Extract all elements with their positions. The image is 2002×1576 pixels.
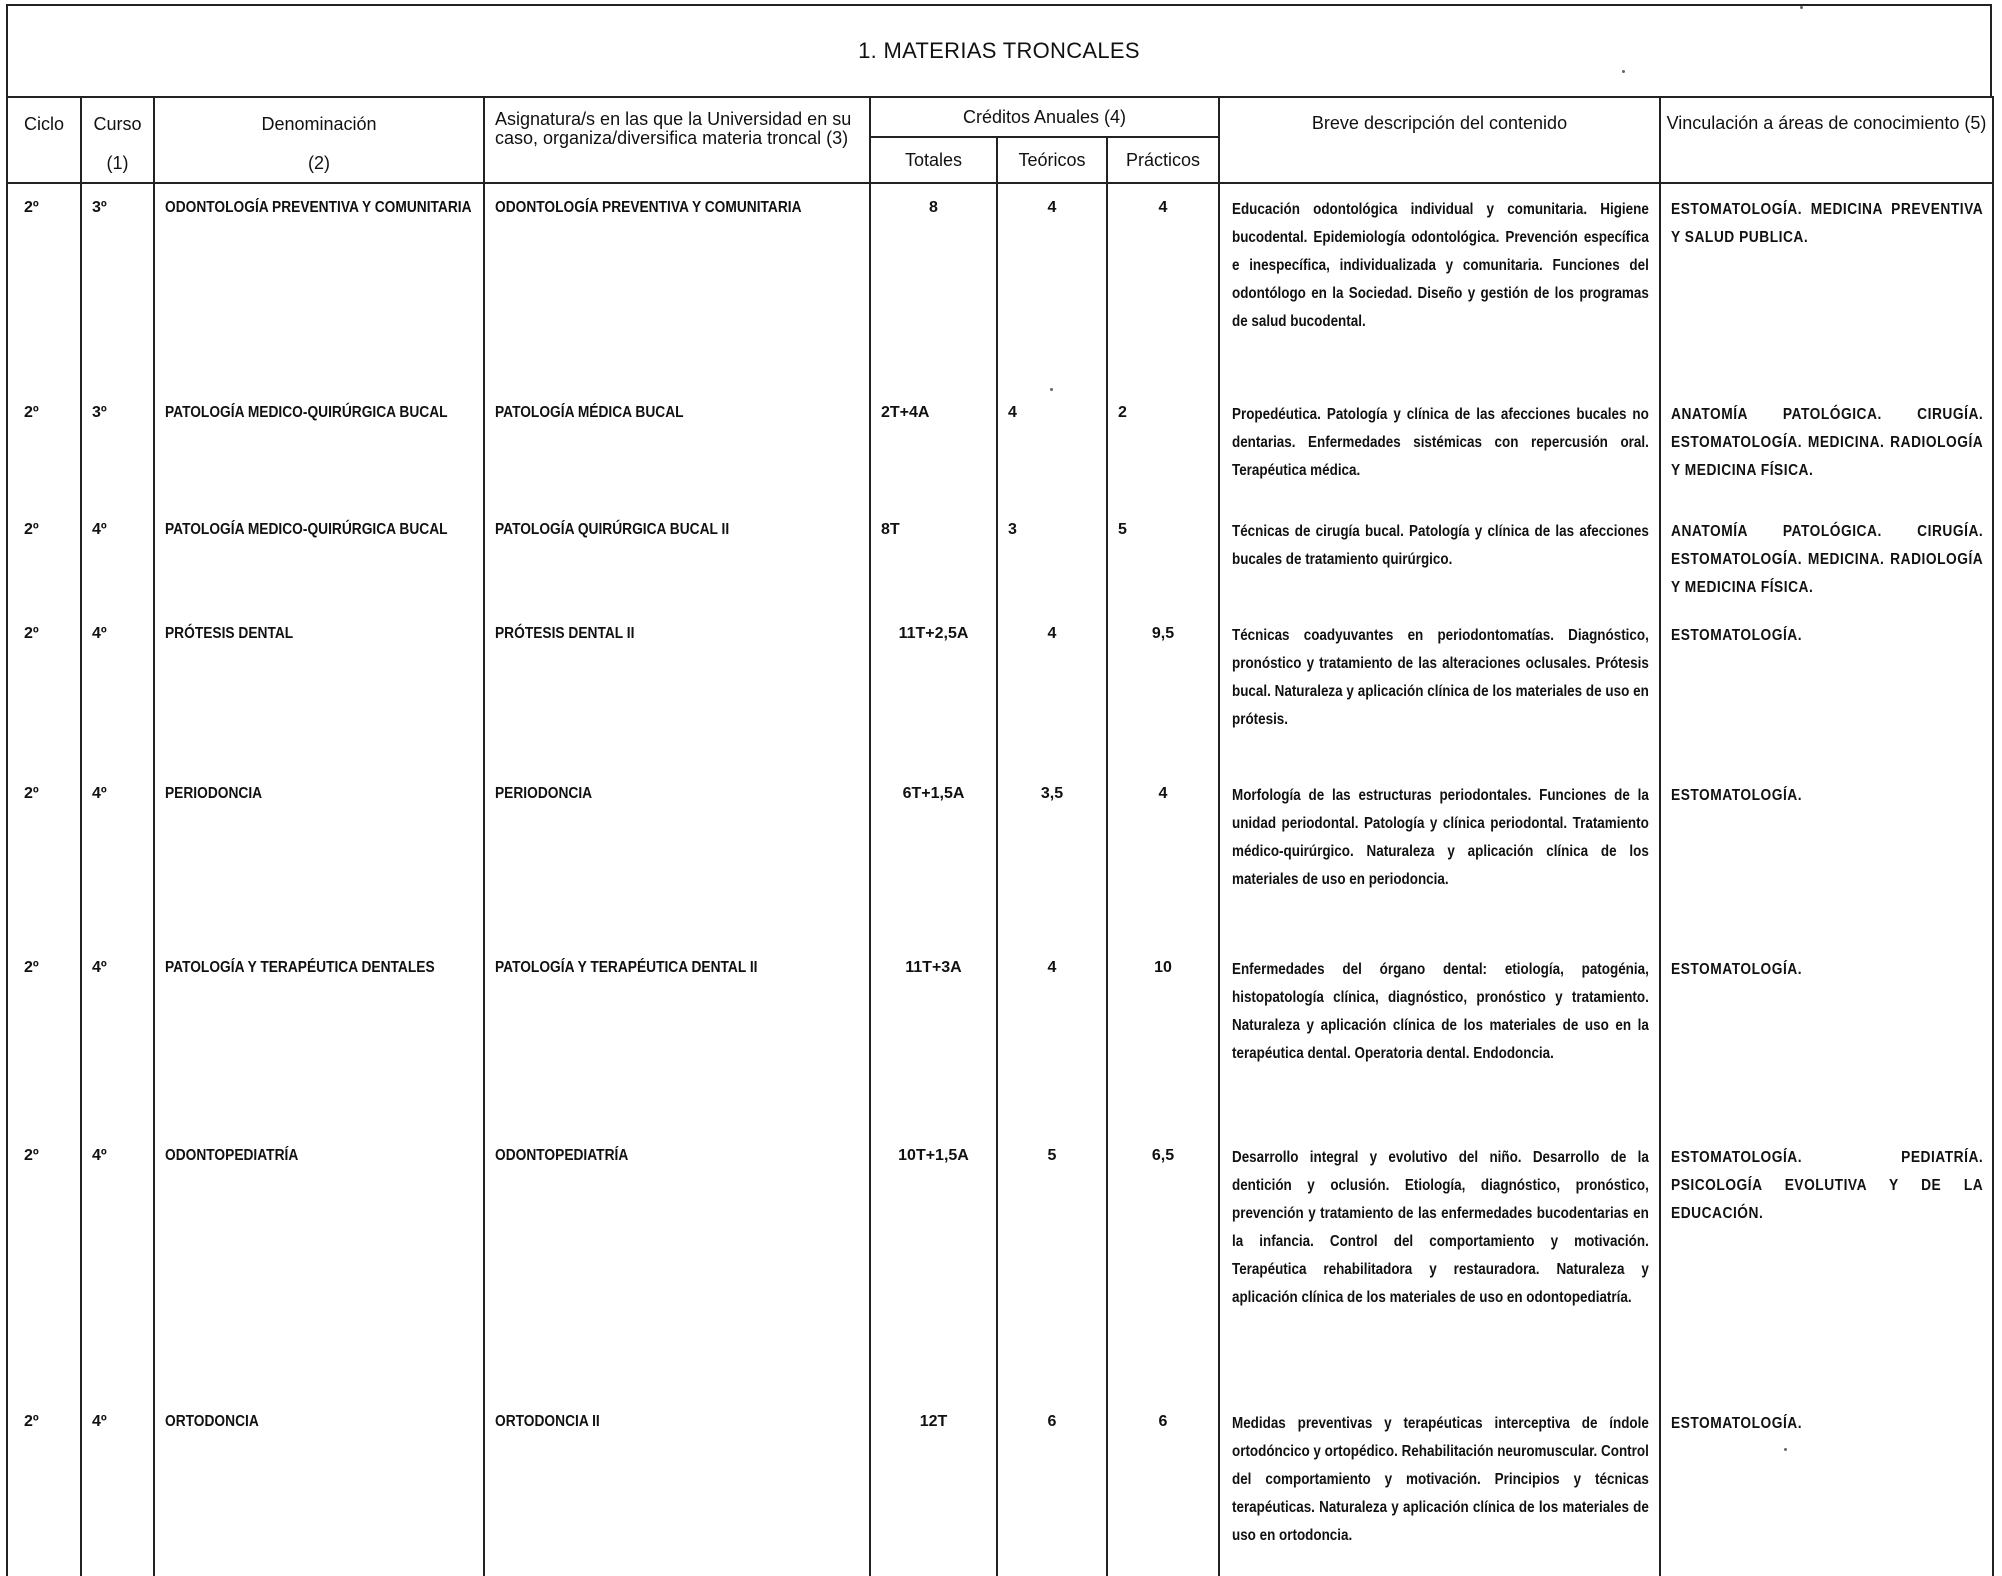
ciclo-value: 2º (24, 1413, 39, 1430)
totales-value: 11T+2,5A (898, 625, 969, 642)
curso-value: 3º (92, 404, 107, 421)
cell-curso (81, 183, 154, 389)
header-creditos: Créditos Anuales (4) (870, 97, 1219, 137)
cell-teoricos (997, 610, 1107, 770)
cell-denominacion (154, 1132, 484, 1398)
cell-ciclo (7, 506, 81, 610)
table-title: 1. MATERIAS TRONCALES (6, 4, 1992, 96)
header-curso-note: (1) (106, 153, 129, 173)
header-denominacion-label: Denominación (261, 114, 377, 134)
teoricos-value: 4 (1047, 199, 1057, 216)
cell-ciclo (7, 389, 81, 506)
cell-vinculacion (1660, 1398, 1993, 1576)
cell-totales (870, 506, 997, 610)
cell-practicos (1107, 944, 1219, 1132)
totales-value: 6T+1,5A (902, 785, 965, 802)
cell-descripcion (1219, 1398, 1660, 1576)
vinculacion-value: ESTOMATOLOGÍA. (1671, 1415, 1803, 1432)
cell-denominacion (154, 389, 484, 506)
cell-descripcion (1219, 183, 1660, 389)
cell-vinculacion (1660, 183, 1993, 389)
teoricos-value: 4 (1047, 959, 1057, 976)
practicos-value: 10 (1154, 959, 1172, 976)
totales-value: 8 (929, 199, 938, 216)
cell-ciclo (7, 183, 81, 389)
denominacion-value: PATOLOGÍA MEDICO-QUIRÚRGICA BUCAL (165, 404, 448, 421)
vinculacion-value: ESTOMATOLOGÍA. (1671, 787, 1803, 804)
table-row (7, 183, 1993, 389)
cell-teoricos (997, 770, 1107, 944)
descripcion-value: Técnicas coadyuvantes en periodontomatías. Diagnóstico, pronóstico y tratamiento de las alteraciones oclusales. Prótesis bucal. Naturaleza y aplicación clínica de los materiales de uso en prótesis. (1232, 627, 1649, 728)
cell-curso (81, 1132, 154, 1398)
ciclo-value: 2º (24, 199, 39, 216)
asignatura-value: PATOLOGÍA MÉDICA BUCAL (495, 404, 684, 421)
cell-descripcion (1219, 1132, 1660, 1398)
scan-speck (1050, 388, 1053, 391)
ciclo-value: 2º (24, 785, 39, 802)
cell-denominacion (154, 610, 484, 770)
cell-teoricos (997, 944, 1107, 1132)
cell-teoricos (997, 1132, 1107, 1398)
practicos-value: 6,5 (1151, 1147, 1175, 1164)
cell-teoricos (997, 506, 1107, 610)
practicos-value: 5 (1118, 521, 1127, 538)
cell-ciclo (7, 1398, 81, 1576)
cell-denominacion (154, 506, 484, 610)
cell-vinculacion (1660, 1132, 1993, 1398)
ciclo-value: 2º (24, 959, 39, 976)
teoricos-value: 6 (1047, 1413, 1057, 1430)
cell-curso (81, 770, 154, 944)
cell-practicos (1107, 1132, 1219, 1398)
vinculacion-value: ANATOMÍA PATOLÓGICA. CIRUGÍA. ESTOMATOLOGÍA. MEDICINA. RADIOLOGÍA Y MEDICINA FÍSICA. (1671, 406, 1984, 479)
cell-totales (870, 1132, 997, 1398)
totales-value: 2T+4A (881, 404, 930, 421)
cell-ciclo (7, 944, 81, 1132)
teoricos-value: 3,5 (1040, 785, 1064, 802)
curso-value: 4º (92, 785, 107, 802)
table-row (7, 1132, 1993, 1398)
cell-practicos (1107, 770, 1219, 944)
cell-curso (81, 506, 154, 610)
cell-vinculacion (1660, 389, 1993, 506)
cell-denominacion (154, 1398, 484, 1576)
teoricos-value: 4 (1008, 404, 1017, 421)
teoricos-value: 3 (1008, 521, 1017, 538)
materias-table (6, 96, 1994, 1576)
totales-value: 8T (881, 521, 900, 538)
teoricos-value: 4 (1047, 625, 1057, 642)
cell-practicos (1107, 389, 1219, 506)
curso-value: 4º (92, 521, 107, 538)
curso-value: 4º (92, 625, 107, 642)
asignatura-value: PERIODONCIA (495, 785, 593, 802)
denominacion-value: ODONTOPEDIATRÍA (165, 1147, 299, 1164)
cell-practicos (1107, 610, 1219, 770)
cell-totales (870, 389, 997, 506)
cell-vinculacion (1660, 610, 1993, 770)
asignatura-value: ODONTOPEDIATRÍA (495, 1147, 629, 1164)
cell-curso (81, 1398, 154, 1576)
descripcion-value: Técnicas de cirugía bucal. Patología y clínica de las afecciones bucales de tratamiento quirúrgico. (1232, 523, 1649, 568)
cell-asignatura (484, 770, 870, 944)
header-teoricos: Teóricos (997, 137, 1107, 183)
cell-curso (81, 389, 154, 506)
cell-totales (870, 183, 997, 389)
header-descripcion: Breve descripción del contenido (1219, 97, 1660, 183)
cell-descripcion (1219, 944, 1660, 1132)
curso-value: 4º (92, 959, 107, 976)
table-row (7, 389, 1993, 506)
cell-asignatura (484, 506, 870, 610)
cell-denominacion (154, 944, 484, 1132)
scan-speck (1800, 6, 1803, 9)
cell-totales (870, 944, 997, 1132)
cell-descripcion (1219, 389, 1660, 506)
vinculacion-value: ESTOMATOLOGÍA. (1671, 627, 1803, 644)
header-ciclo (7, 97, 81, 183)
vinculacion-value: ESTOMATOLOGÍA. PEDIATRÍA. PSICOLOGÍA EVOLUTIVA Y DE LA EDUCACIÓN. (1671, 1149, 1984, 1222)
asignatura-value: PATOLOGÍA QUIRÚRGICA BUCAL II (495, 521, 730, 538)
ciclo-value: 2º (24, 625, 39, 642)
descripcion-value: Desarrollo integral y evolutivo del niño. Desarrollo de la dentición y oclusión. Etiología, diagnóstico, pronóstico, prevención y tratamiento de las enfermedades bucodentarias en la infancia. Control del comportamiento y motivación. Terapéutica rehabilitadora y restauradora. Naturaleza y aplicación clínica de los materiales de uso en odontopediatría. (1232, 1149, 1649, 1306)
header-curso-label: Curso (93, 114, 142, 134)
descripcion-value: Medidas preventivas y terapéuticas interceptiva de índole ortodóncico y ortopédico. Rehabilitación neuromuscular. Control del comportamiento y motivación. Principios y técnicas terapéuticas. Naturaleza y aplicación clínica de los materiales de uso en ortodoncia. (1232, 1415, 1649, 1544)
header-ciclo-label: Ciclo (23, 114, 64, 134)
denominacion-value: PRÓTESIS DENTAL (165, 625, 294, 642)
cell-descripcion (1219, 770, 1660, 944)
scan-speck (1622, 70, 1625, 73)
denominacion-value: ODONTOLOGÍA PREVENTIVA Y COMUNITARIA (165, 199, 472, 216)
cell-descripcion (1219, 506, 1660, 610)
cell-teoricos (997, 183, 1107, 389)
cell-asignatura (484, 183, 870, 389)
cell-asignatura (484, 1132, 870, 1398)
cell-totales (870, 770, 997, 944)
cell-vinculacion (1660, 944, 1993, 1132)
asignatura-value: PATOLOGÍA Y TERAPÉUTICA DENTAL II (495, 959, 758, 976)
scan-speck (1784, 1448, 1787, 1451)
cell-denominacion (154, 770, 484, 944)
cell-curso (81, 610, 154, 770)
header-curso (81, 97, 154, 183)
header-totales: Totales (870, 137, 997, 183)
cell-practicos (1107, 506, 1219, 610)
practicos-value: 9,5 (1151, 625, 1175, 642)
curso-value: 4º (92, 1413, 107, 1430)
practicos-value: 4 (1158, 785, 1168, 802)
descripcion-value: Propedéutica. Patología y clínica de las afecciones bucales no dentarias. Enfermedades sistémicas con repercusión oral. Terapéutica médica. (1232, 406, 1649, 479)
cell-asignatura (484, 944, 870, 1132)
header-denominacion (154, 97, 484, 183)
cell-vinculacion (1660, 770, 1993, 944)
table-row (7, 770, 1993, 944)
asignatura-value: ORTODONCIA II (495, 1413, 600, 1430)
table-row (7, 944, 1993, 1132)
denominacion-value: ORTODONCIA (165, 1413, 259, 1430)
descripcion-value: Enfermedades del órgano dental: etiología, patogénia, histopatología clínica, diagnóstico, pronóstico y tratamiento. Naturaleza y aplicación clínica de los materiales de uso en la terapéutica dental. Operatoria dental. Endodoncia. (1232, 961, 1649, 1062)
cell-asignatura (484, 389, 870, 506)
asignatura-value: PRÓTESIS DENTAL II (495, 625, 635, 642)
cell-teoricos (997, 389, 1107, 506)
cell-ciclo (7, 770, 81, 944)
descripcion-value: Morfología de las estructuras periodontales. Funciones de la unidad periodontal. Patología y clínica periodontal. Tratamiento médico-quirúrgico. Naturaleza y aplicación clínica de los materiales de uso en periodoncia. (1232, 787, 1649, 888)
curso-value: 3º (92, 199, 107, 216)
header-practicos: Prácticos (1107, 137, 1219, 183)
ciclo-value: 2º (24, 1147, 39, 1164)
cell-asignatura (484, 1398, 870, 1576)
vinculacion-value: ESTOMATOLOGÍA. (1671, 961, 1803, 978)
header-asignatura: Asignatura/s en las que la Universidad en su caso, organiza/diversifica materia troncal (3) (484, 97, 870, 183)
table-row (7, 610, 1993, 770)
table-row (7, 1398, 1993, 1576)
cell-denominacion (154, 183, 484, 389)
totales-value: 12T (919, 1413, 948, 1430)
denominacion-value: PERIODONCIA (165, 785, 263, 802)
cell-asignatura (484, 610, 870, 770)
vinculacion-value: ANATOMÍA PATOLÓGICA. CIRUGÍA. ESTOMATOLOGÍA. MEDICINA. RADIOLOGÍA Y MEDICINA FÍSICA. (1671, 523, 1984, 596)
denominacion-value: PATOLOGÍA MEDICO-QUIRÚRGICA BUCAL (165, 521, 448, 538)
practicos-value: 2 (1118, 404, 1127, 421)
vinculacion-value: ESTOMATOLOGÍA. MEDICINA PREVENTIVA Y SALUD PUBLICA. (1671, 201, 1984, 246)
table-row (7, 506, 1993, 610)
totales-value: 11T+3A (905, 959, 962, 976)
teoricos-value: 5 (1047, 1147, 1057, 1164)
descripcion-value: Educación odontológica individual y comunitaria. Higiene bucodental. Epidemiología odontológica. Prevención específica e inespecífica, individualizada y comunitaria. Funciones del odontólogo en la Sociedad. Diseño y gestión de los programas de salud bucodental. (1232, 201, 1649, 330)
cell-ciclo (7, 1132, 81, 1398)
cell-totales (870, 610, 997, 770)
cell-practicos (1107, 1398, 1219, 1576)
denominacion-value: PATOLOGÍA Y TERAPÉUTICA DENTALES (165, 959, 435, 976)
ciclo-value: 2º (24, 521, 39, 538)
cell-descripcion (1219, 610, 1660, 770)
ciclo-value: 2º (24, 404, 39, 421)
curso-value: 4º (92, 1147, 107, 1164)
practicos-value: 4 (1158, 199, 1168, 216)
cell-teoricos (997, 1398, 1107, 1576)
cell-totales (870, 1398, 997, 1576)
totales-value: 10T+1,5A (898, 1147, 969, 1164)
cell-curso (81, 944, 154, 1132)
header-vinculacion: Vinculación a áreas de conocimiento (5) (1660, 97, 1993, 183)
cell-practicos (1107, 183, 1219, 389)
asignatura-value: ODONTOLOGÍA PREVENTIVA Y COMUNITARIA (495, 199, 802, 216)
cell-ciclo (7, 610, 81, 770)
practicos-value: 6 (1158, 1413, 1168, 1430)
header-denominacion-note: (2) (308, 153, 330, 173)
cell-vinculacion (1660, 506, 1993, 610)
